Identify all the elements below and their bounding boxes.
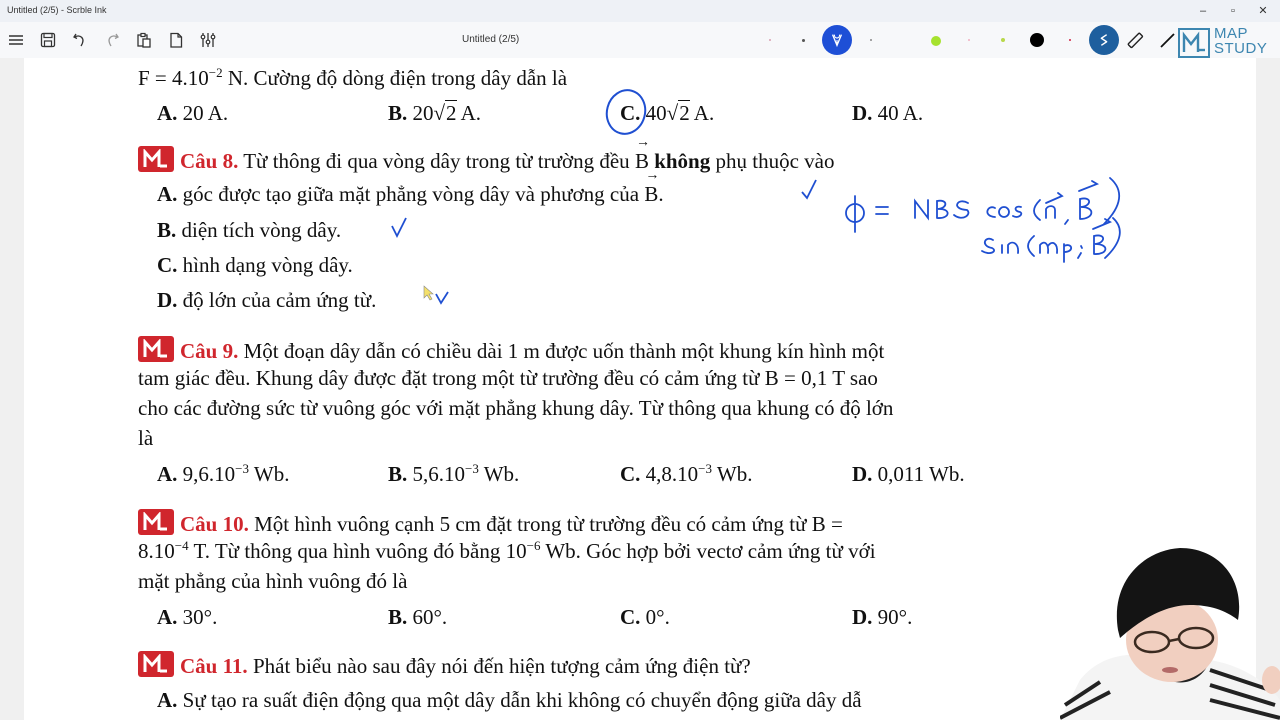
q9-stem-line2: tam giác đều. Khung dây được đặt trong một từ trường đều có cảm ứng từ B = 0,1 T sao (138, 366, 878, 390)
q8-stem: Câu 8. Từ thông đi qua vòng dây trong từ trường đều → B không phụ thuộc vào (138, 146, 834, 174)
q9-option-b: B. $5,6.10^{-3}$ Wb. (388, 461, 520, 486)
question-number: Câu 9. (180, 339, 239, 363)
q8-option-c: C. hình dạng vòng dây. (157, 253, 353, 277)
fountain-pen-icon (829, 32, 845, 48)
mapstudy-question-badge (138, 146, 174, 172)
undo-icon[interactable] (69, 29, 91, 51)
q9-option-d: D. 0,011 Wb. (852, 462, 965, 486)
q11-option-a: A. Sự tạo ra suất điện động qua một dây dẫn khi không có chuyển động giữa dây dẫ (157, 688, 862, 712)
question-number: Câu 8. (180, 149, 239, 173)
q7-option-c: C. 40√2 A. (620, 101, 715, 125)
window-titlebar (0, 0, 1280, 22)
pen-color-swatch[interactable] (968, 39, 970, 41)
q10-stem-line2: $8.10^{-4}$ T. Từ thông qua hình vuông đó bằng $10^{-6}$ Wb. Góc hợp bởi vectơ cảm ứng từ với (138, 538, 876, 563)
fountain-pen-tool-button[interactable] (822, 25, 852, 55)
pen-color-swatch-black[interactable] (1030, 33, 1044, 47)
maximize-button[interactable]: ▫ (1231, 5, 1235, 17)
window-title: Untitled (2/5) - Scrble Ink (7, 5, 107, 15)
q8-option-b: B. diện tích vòng dây. (157, 218, 342, 242)
mapstudy-question-badge (138, 509, 174, 535)
squiggle-icon (1096, 32, 1112, 48)
q10-stem-line1: Câu 10. Một hình vuông cạnh 5 cm đặt trong từ trường đều có cảm ứng từ B = (138, 509, 843, 537)
mapstudy-question-badge (138, 336, 174, 362)
question-number: Câu 11. (180, 654, 248, 678)
q11-stem: Câu 11. Phát biểu nào sau đây nói đến hiện tượng cảm ứng điện từ? (138, 651, 751, 679)
line-tool-icon[interactable] (1156, 29, 1178, 51)
q10-option-b: B. 60°. (388, 605, 448, 629)
question-number: Câu 10. (180, 512, 249, 536)
q7-option-a: A. 20 A. (157, 101, 229, 125)
pen-color-swatch[interactable] (1069, 39, 1071, 41)
save-icon[interactable] (37, 29, 59, 51)
settings-sliders-icon[interactable] (197, 29, 219, 51)
q7-stem-tail: $F = 4.10^{-2}$ N. Cường độ dòng điện trong dây dẫn là (138, 65, 568, 90)
minimize-button[interactable]: – (1199, 5, 1207, 17)
q10-option-a: A. 30°. (157, 605, 218, 629)
q9-stem-line3: cho các đường sức từ vuông góc với mặt phẳng khung dây. Từ thông qua khung có độ lớn (138, 396, 894, 420)
q8-option-d: D. độ lớn của cảm ứng từ. (157, 288, 377, 312)
pen-color-swatch[interactable] (870, 39, 872, 41)
close-button[interactable]: ✕ (1258, 5, 1268, 17)
toolbar (0, 22, 1280, 58)
redo-icon[interactable] (101, 29, 123, 51)
logo-mark (1178, 28, 1210, 58)
mapstudy-logo (1178, 26, 1278, 58)
menu-icon[interactable] (5, 29, 27, 51)
q10-option-d: D. 90°. (852, 605, 913, 629)
pen-color-swatch[interactable] (802, 39, 805, 42)
paste-icon[interactable] (133, 29, 155, 51)
pen-color-swatch[interactable] (1001, 38, 1005, 42)
q9-option-c: C. $4,8.10^{-3}$ Wb. (620, 461, 753, 486)
ruler-tool-icon[interactable] (1124, 29, 1146, 51)
pen-color-swatch-lime[interactable] (931, 36, 941, 46)
pen-color-swatch[interactable] (769, 39, 771, 41)
q10-stem-line3: mặt phẳng của hình vuông đó là (138, 569, 408, 593)
new-page-icon[interactable] (165, 29, 187, 51)
q9-stem-line4: là (138, 426, 154, 450)
presenter-webcam (1060, 540, 1280, 720)
presenter-video (1060, 540, 1280, 720)
q7-option-b: B. 20√2 A. (388, 101, 482, 125)
q9-stem-line1: Câu 9. Một đoạn dây dẫn có chiều dài 1 m được uốn thành một khung kín hình một (138, 336, 884, 364)
mapstudy-question-badge (138, 651, 174, 677)
q8-option-a: A. góc được tạo giữa mặt phẳng vòng dây và phương của → B. (157, 182, 664, 207)
q9-option-a: A. $9,6.10^{-3}$ Wb. (157, 461, 290, 486)
q10-option-c: C. 0°. (620, 605, 670, 629)
document-name: Untitled (2/5) (462, 34, 520, 45)
logo-text: MAP STUDY (1214, 25, 1268, 57)
q7-option-d: D. 40 A. (852, 101, 924, 125)
shape-squiggle-tool-button[interactable] (1089, 25, 1119, 55)
